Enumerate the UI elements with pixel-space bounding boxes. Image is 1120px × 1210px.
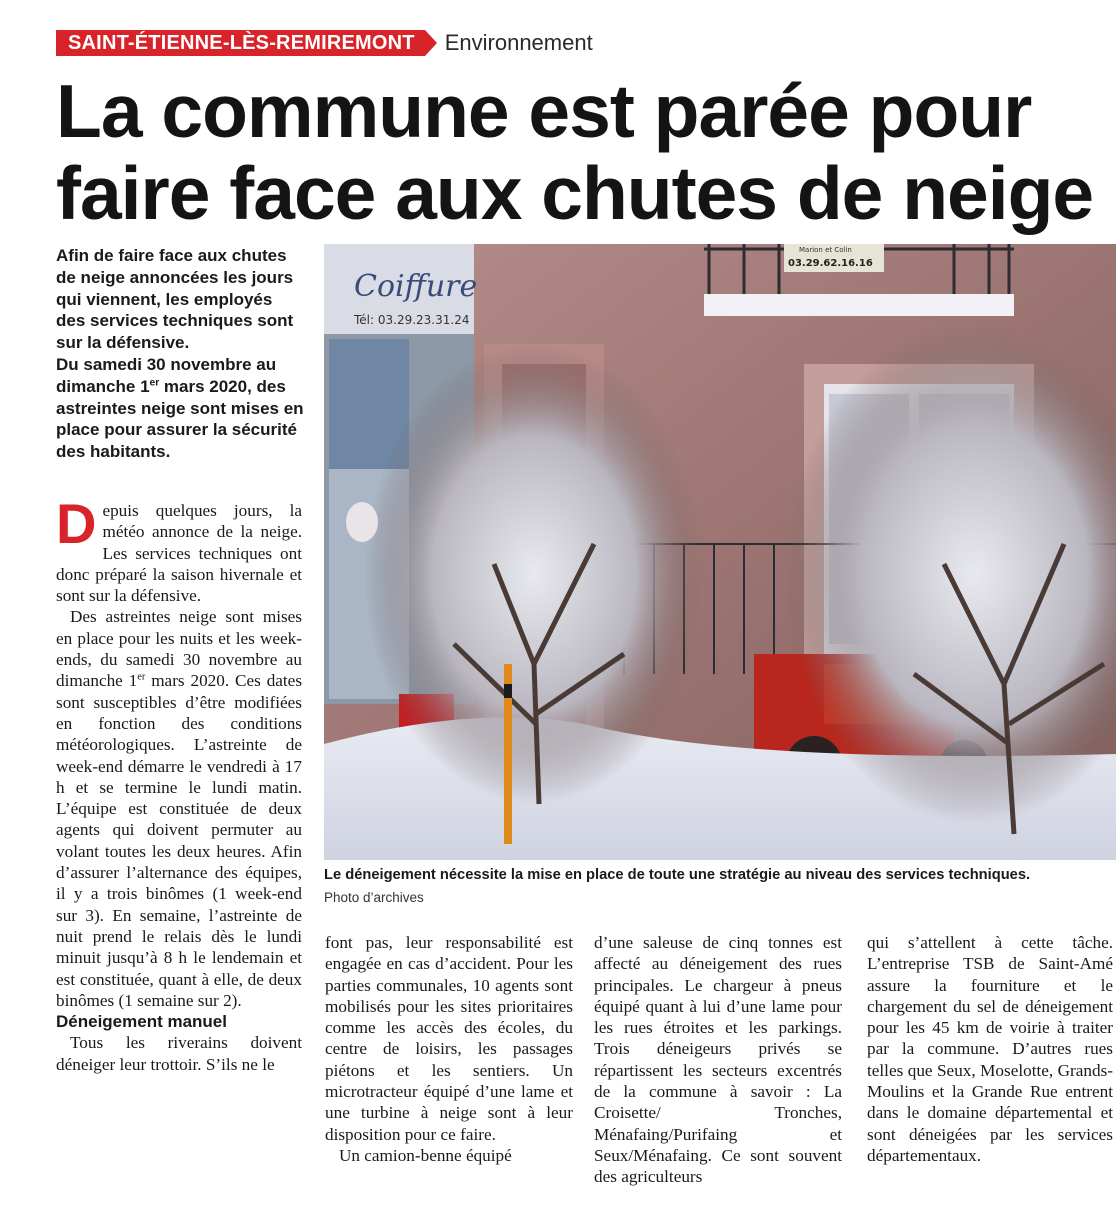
body-paragraph-3: Tous les riverains doivent déneiger leur trottoir. S’ils ne le: [56, 1033, 302, 1074]
snowy-tree-left: [364, 344, 704, 804]
article-column-1: [56, 492, 303, 1075]
col2-paragraph-1: font pas, leur responsabilité est engagée en cas d’accident. Pour les parties communales, 10 agents sont mobilisés pour les sites prioritaires comme les accès des écoles, du centre de loisirs, les passages piétons et les sentiers. Un microtracteur équipé d’une lame et une turbine à neige sont à leur disposition pour ce faire.: [325, 933, 573, 1144]
headline-line-1: La commune est parée pour: [56, 69, 1032, 153]
section-kicker: [56, 30, 593, 56]
subhead: Déneigement manuel: [56, 1012, 227, 1032]
kicker-arrow-icon: [425, 30, 437, 56]
headline-line-2: faire face aux chutes de neige: [56, 151, 1094, 235]
shop-phone-text: Tél: 03.29.23.31.24: [354, 313, 470, 327]
col3-paragraph-1: d’une saleuse de cinq tonnes est affecté au déneigement des rues principales. Le chargeur à pneus équipé quant à lui d’une lame pour les rues étroites et les parkings. Trois déneigeurs privés se répartissent les secteurs excentrés de la commune à savoir : La Croisette/ Tronches, Ménafaing/Purifaing et Seux/Ménafaing. Ce sont souvent des agriculteurs: [594, 933, 842, 1187]
lead-paragraph-2: Du samedi 30 novembre au dimanche 1er mars 2020, des astreintes neige sont mises en place pour assurer la sécurité des habitants.: [56, 354, 304, 462]
balcony-sign-name: Marion et Colin: [799, 246, 852, 254]
article-photo: [324, 244, 1116, 860]
body-paragraph-2: Des astreintes neige sont mises en place pour les nuits et les week-ends, du samedi 30 novembre au dimanche 1er mars 2020. Ces dates sont susceptibles d’être modifiées en fonction des conditions météorologiques. L’astreinte de week-end démarre le vendredi à 17 h et se termine le lundi matin. L’équipe est constituée de deux agents qui doivent permuter au volant toutes les deux heures. Afin d’assurer l’alternance des équipes, il y a trois binômes (1 week-end sur 3). En semaine, l’astreinte de nuit prend le relais dès le lundi minuit jusqu’à 8 h le lendemain et est constituée, quant à elle, de deux binômes (1 semaine sur 2).: [56, 607, 303, 1010]
drop-cap: D: [56, 492, 97, 555]
shop-sign-text: Coiffure: [354, 269, 478, 304]
headline: [56, 70, 1116, 234]
lead-paragraph-1: Afin de faire face aux chutes de neige annoncées les jours qui viennent, les employés des services techniques sont sur la défensive.: [56, 246, 294, 353]
rubric-label: Environnement: [444, 30, 593, 55]
balcony-sign-phone: 03.29.62.16.16: [788, 258, 873, 269]
location-tag: SAINT-ÉTIENNE-LÈS-REMIREMONT: [56, 30, 425, 56]
body-paragraph-1: Depuis quelques jours, la météo annonce de la neige. Les services techniques ont donc préparé la saison hivernale et sont sur la défensive.: [56, 492, 302, 606]
photo-credit: Photo d’archives: [324, 890, 424, 905]
article-lead: [56, 245, 306, 463]
article-column-2: [325, 932, 573, 1166]
article-column-3: [594, 932, 842, 1188]
photo-caption: Le déneigement nécessite la mise en place de toute une stratégie au niveau des services techniques.: [324, 867, 1031, 883]
article-column-4: [867, 932, 1113, 1166]
col2-paragraph-2: Un camion-benne équipé: [339, 1145, 512, 1165]
col4-paragraph-1: qui s’attellent à cette tâche. L’entreprise TSB de Saint-Amé assure la fourniture et le chargement du sel de déneigement pour les 45 km de voirie à traiter par la commune. D’autres rues telles que Seux, Moselotte, Grands-Moulins et la Grande Rue entrent dans le domaine départemental et sont déneigées par les services départementaux.: [867, 933, 1113, 1165]
